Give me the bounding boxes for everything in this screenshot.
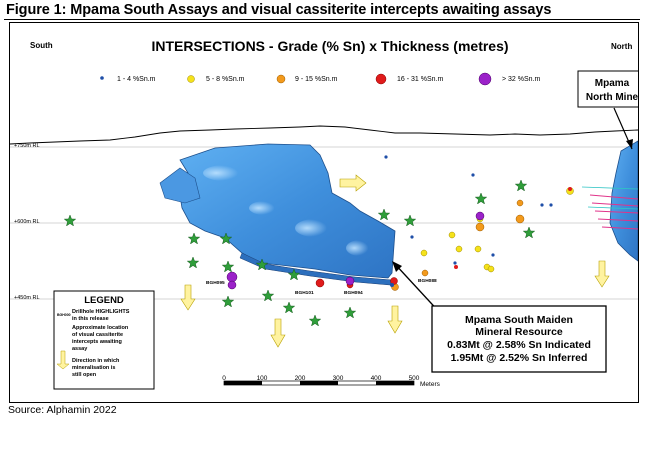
resource-box bbox=[432, 306, 606, 372]
legend-arrow-text-1: Direction in which bbox=[72, 358, 120, 364]
legend-arrow-text-2: mineralisation is bbox=[72, 365, 116, 371]
visual-intercept-star-icon bbox=[187, 257, 198, 268]
north-mine-label-1: Mpama bbox=[594, 78, 630, 89]
ore-highlight-3 bbox=[249, 201, 281, 215]
legend-drillhole-code: BGH000 bbox=[57, 313, 71, 317]
visual-intercept-star-icon bbox=[222, 296, 233, 307]
grade-dot bbox=[454, 265, 458, 269]
grade-dot bbox=[476, 223, 484, 231]
open-arrow-down-3 bbox=[388, 306, 402, 333]
ore-body-main bbox=[178, 144, 395, 278]
visual-intercept-star-icon bbox=[222, 261, 233, 272]
figure-title: Figure 1: Mpama South Assays and visual cassiterite intercepts awaiting assays bbox=[6, 2, 552, 18]
scale-unit: Meters bbox=[420, 381, 440, 388]
scale-tick-500: 500 bbox=[408, 375, 420, 382]
grade-legend bbox=[100, 73, 540, 85]
grade-label-5-8: 5 - 8 %Sn.m bbox=[206, 76, 245, 83]
grade-swatch-1-4 bbox=[100, 76, 104, 80]
scale-tick-100: 100 bbox=[256, 375, 268, 382]
legend-star-text-3: intercepts awaiting bbox=[72, 339, 122, 345]
title-underline bbox=[4, 19, 640, 20]
visual-intercept-star-icon bbox=[515, 180, 526, 191]
grade-dot bbox=[227, 272, 237, 282]
resource-line-4: 1.95Mt @ 2.52% Sn Inferred bbox=[450, 352, 588, 364]
drillhole-label-bgh101: BGH101 bbox=[295, 291, 314, 296]
open-arrow-down-1 bbox=[181, 285, 195, 310]
rl-label-450: +450m RL bbox=[14, 295, 40, 301]
grade-dot bbox=[549, 203, 552, 206]
legend-star-text-1: Approximate location bbox=[72, 325, 129, 331]
drillhole-label-bgh088: BGH088 bbox=[418, 279, 437, 284]
grade-dot bbox=[410, 235, 413, 238]
scale-tick-200: 200 bbox=[294, 375, 306, 382]
legend-star-text-4: assay bbox=[72, 346, 88, 352]
grade-dot bbox=[384, 155, 387, 158]
open-arrow-down-2 bbox=[271, 319, 285, 347]
rl-label-600: +600m RL bbox=[14, 219, 40, 225]
visual-intercept-star-icon bbox=[344, 307, 355, 318]
south-label: South bbox=[30, 41, 53, 50]
visual-intercept-star-icon bbox=[378, 209, 389, 220]
ore-highlight-4 bbox=[346, 240, 374, 256]
topography-line bbox=[10, 126, 638, 144]
grade-dot bbox=[456, 246, 462, 252]
scale-bar bbox=[222, 375, 440, 388]
grade-swatch-16-31 bbox=[376, 74, 386, 84]
grade-dot bbox=[568, 187, 572, 191]
scale-tick-300: 300 bbox=[332, 375, 344, 382]
visual-intercept-star-icon bbox=[404, 215, 415, 226]
grade-dot bbox=[517, 200, 523, 206]
grade-dot bbox=[390, 283, 394, 287]
legend-box bbox=[54, 291, 154, 389]
cross-section-svg bbox=[10, 23, 638, 402]
grade-dot bbox=[488, 266, 494, 272]
grade-dot bbox=[421, 250, 427, 256]
drillhole-label-bgh095: BGH095 bbox=[206, 281, 225, 286]
grade-dot bbox=[316, 279, 324, 287]
section-heading: INTERSECTIONS - Grade (% Sn) x Thickness (metres) bbox=[151, 38, 509, 54]
drillhole-label-bgh094: BGH094 bbox=[344, 291, 363, 296]
legend-drillhole-text-1: Drillhole HIGHLIGHTS bbox=[72, 309, 130, 315]
grade-swatch-5-8 bbox=[188, 76, 195, 83]
north-ore-shape bbox=[610, 141, 638, 261]
legend-arrow-text-3: still open bbox=[72, 372, 97, 378]
north-mine-label-2: North Mine bbox=[585, 92, 638, 103]
resource-line-2: Mineral Resource bbox=[475, 326, 563, 338]
cross-section-diagram bbox=[9, 22, 639, 403]
resource-line-1: Mpama South Maiden bbox=[465, 314, 573, 326]
visual-intercept-star-icon bbox=[64, 215, 75, 226]
grade-dot bbox=[453, 261, 456, 264]
grade-dot bbox=[540, 203, 543, 206]
grade-dot bbox=[422, 270, 428, 276]
legend-title: LEGEND bbox=[84, 295, 124, 306]
grade-label-1-4: 1 - 4 %Sn.m bbox=[117, 76, 156, 83]
figure-source: Source: Alphamin 2022 bbox=[8, 404, 117, 416]
grade-dot bbox=[491, 253, 494, 256]
resource-line-3: 0.83Mt @ 2.58% Sn Indicated bbox=[447, 339, 591, 351]
grade-label-9-15: 9 - 15 %Sn.m bbox=[295, 76, 338, 83]
north-label: North bbox=[611, 42, 633, 51]
visual-intercept-star-icon bbox=[523, 227, 534, 238]
open-arrow-down-4 bbox=[595, 261, 609, 287]
scale-tick-0: 0 bbox=[222, 375, 226, 382]
grade-dot bbox=[449, 232, 455, 238]
grade-swatch-9-15 bbox=[277, 75, 285, 83]
legend-star-text-2: of visual cassiterite bbox=[72, 332, 124, 338]
visual-intercept-star-icon bbox=[283, 302, 294, 313]
grade-swatch-over-32 bbox=[479, 73, 491, 85]
grade-dot bbox=[476, 212, 484, 220]
ore-highlight-2 bbox=[295, 219, 335, 237]
legend-drillhole-text-2: in this release bbox=[72, 316, 109, 322]
visual-intercept-star-icon bbox=[188, 233, 199, 244]
ore-highlight-1 bbox=[203, 165, 247, 181]
grade-label-16-31: 16 - 31 %Sn.m bbox=[397, 76, 444, 83]
mpama-north-ore-body bbox=[582, 141, 638, 261]
grade-label-over-32: > 32 %Sn.m bbox=[502, 76, 541, 83]
grade-dot bbox=[346, 277, 354, 285]
scale-tick-400: 400 bbox=[370, 375, 382, 382]
north-mine-callout bbox=[578, 71, 638, 149]
grade-dot bbox=[516, 215, 524, 223]
grade-dot bbox=[475, 246, 481, 252]
visual-intercept-star-icon bbox=[475, 193, 486, 204]
open-arrow-right bbox=[340, 175, 366, 191]
grade-dot bbox=[228, 281, 236, 289]
grade-dot bbox=[471, 173, 474, 176]
visual-intercept-star-icon bbox=[309, 315, 320, 326]
rl-label-750: +750m RL bbox=[14, 143, 40, 149]
